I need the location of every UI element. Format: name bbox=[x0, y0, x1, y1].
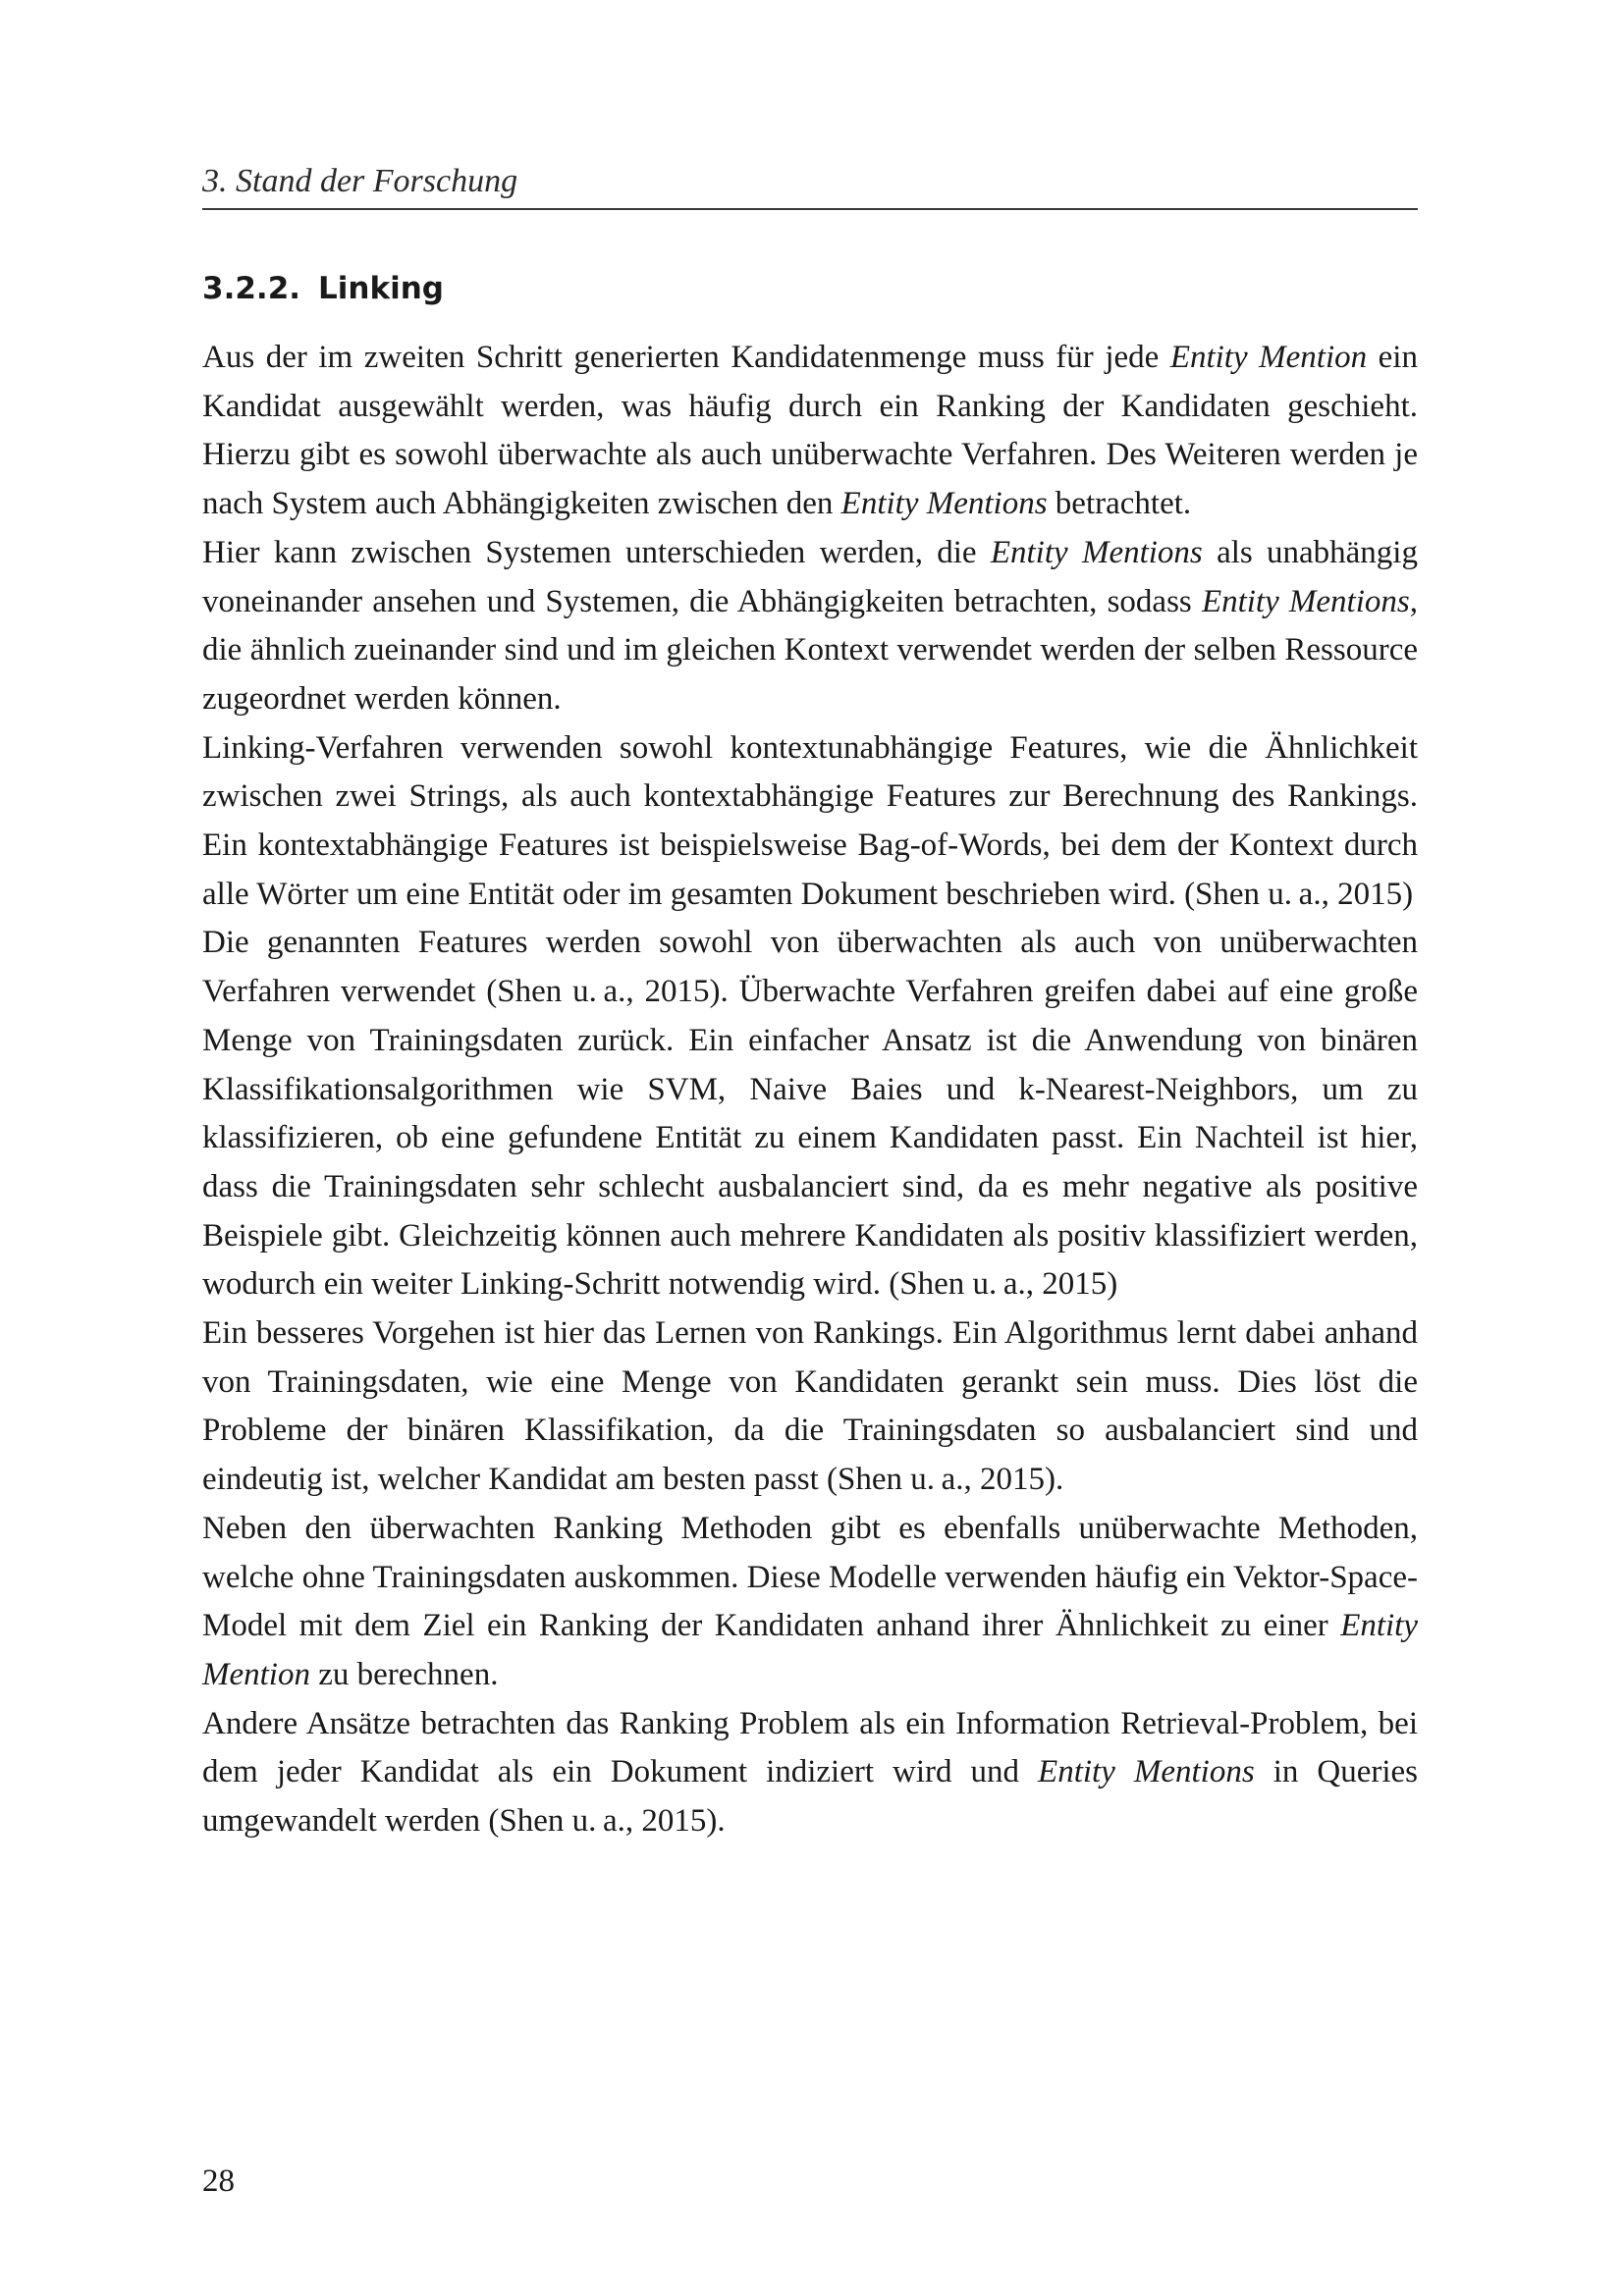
text-run: Aus der im zweiten Schritt generierten Kandidatenmenge muss für jede bbox=[202, 340, 1170, 375]
section-heading bbox=[202, 268, 1418, 309]
section-title: Linking bbox=[318, 271, 444, 306]
text-run: betrachtet. bbox=[1047, 486, 1192, 522]
text-run: Linking-Verfahren verwenden sowohl kontextunabhängige Features, wie die Ähnlichkeit zwischen zwei Strings, als auch kontextabhängige Features zur Berechnung des Rankings. Ein kontextabhängige Features ist beispielsweise Bag-of-Words, bei dem der Kontext durch alle Wörter um eine Entität oder im gesamten Dokument beschrieben wird. (Shen u. a., 2015) bbox=[202, 729, 1418, 912]
text-run: als unabhängig voneinander ansehen und Systemen, die Abhängigkeiten betrachten, sodass bbox=[202, 534, 1418, 619]
text-run: Die genannten Features werden sowohl von überwachten als auch von unüberwachten Verfahren verwendet (Shen u. a., 2015). Überwachte Verfahren greifen dabei auf eine große Menge von Trainingsdaten zurück. Ein einfacher Ansatz ist die Anwendung von binären Klassifikationsalgorithmen wie SVM, Naive Baies und k-Nearest-Neighbors, um zu klassifizieren, ob eine gefundene Entität zu einem Kandidaten passt. Ein Nachteil ist hier, dass die Trainingsdaten sehr schlecht ausbalanciert sind, da es mehr negative als positive Beispiele gibt. Gleichzeitig können auch mehrere Kandidaten als positiv klassifiziert werden, wodurch ein weiter Linking-Schritt notwendig wird. (Shen u. a., 2015) bbox=[202, 925, 1418, 1303]
text-run: zu berechnen. bbox=[309, 1656, 499, 1692]
paragraph bbox=[202, 334, 1418, 529]
text-run-italic: Entity Mention bbox=[202, 1608, 1418, 1692]
text-run: , die ähnlich zueinander sind und im gleichen Kontext verwendet werden der selben Ressource zugeordnet werden können. bbox=[202, 583, 1418, 717]
text-run: in Queries umgewandelt werden (Shen u. a., 2015). bbox=[202, 1754, 1418, 1840]
text-run: Neben den überwachten Ranking Methoden gibt es ebenfalls unüberwachte Methoden, welche ohne Trainingsdaten auskommen. Diese Modelle verwenden häufig ein Vektor-Space-Model mit dem Ziel ein Ranking der Kandidaten anhand ihrer Ähnlichkeit zu einer bbox=[202, 1510, 1418, 1644]
paragraph bbox=[202, 1505, 1418, 1700]
text-run: Andere Ansätze betrachten das Ranking Problem als ein Information Retrieval-Problem, bei dem jeder Kandidat als ein Dokument indiziert wird und bbox=[202, 1705, 1418, 1790]
header-rule bbox=[202, 208, 1418, 210]
paragraph bbox=[202, 529, 1418, 724]
text-run-italic: Entity Mentions bbox=[840, 486, 1048, 522]
body-text bbox=[202, 334, 1418, 1846]
page-number: 28 bbox=[202, 2163, 235, 2199]
paragraph bbox=[202, 1700, 1418, 1846]
text-run-italic: Entity Mentions bbox=[1201, 583, 1410, 619]
paragraph bbox=[202, 724, 1418, 920]
text-run: Hier kann zwischen Systemen unterschieden werden, die bbox=[202, 534, 991, 570]
paragraph bbox=[202, 1309, 1418, 1505]
paragraph bbox=[202, 919, 1418, 1309]
text-run-italic: Entity Mentions bbox=[1038, 1754, 1255, 1790]
running-header: 3. Stand der Forschung bbox=[202, 163, 518, 199]
text-run-italic: Entity Mentions bbox=[990, 534, 1203, 570]
text-run-italic: Entity Mention bbox=[1169, 340, 1368, 375]
text-run: ein Kandidat ausgewählt werden, was häufig durch ein Ranking der Kandidaten geschieht. Hierzu gibt es sowohl überwachte als auch unüberwachte Verfahren. Des Weiteren werden je nach System auch Abhängigkeiten zwischen den bbox=[202, 340, 1418, 522]
text-run: Ein besseres Vorgehen ist hier das Lernen von Rankings. Ein Algorithmus lernt dabei anhand von Trainingsdaten, wie eine Menge von Kandidaten gerankt sein muss. Dies löst die Probleme der binären Klassifikation, da die Trainingsdaten so ausbalanciert sind und eindeutig ist, welcher Kandidat am besten passt (Shen u. a., 2015). bbox=[202, 1315, 1418, 1498]
section-number: 3.2.2. bbox=[202, 271, 301, 306]
